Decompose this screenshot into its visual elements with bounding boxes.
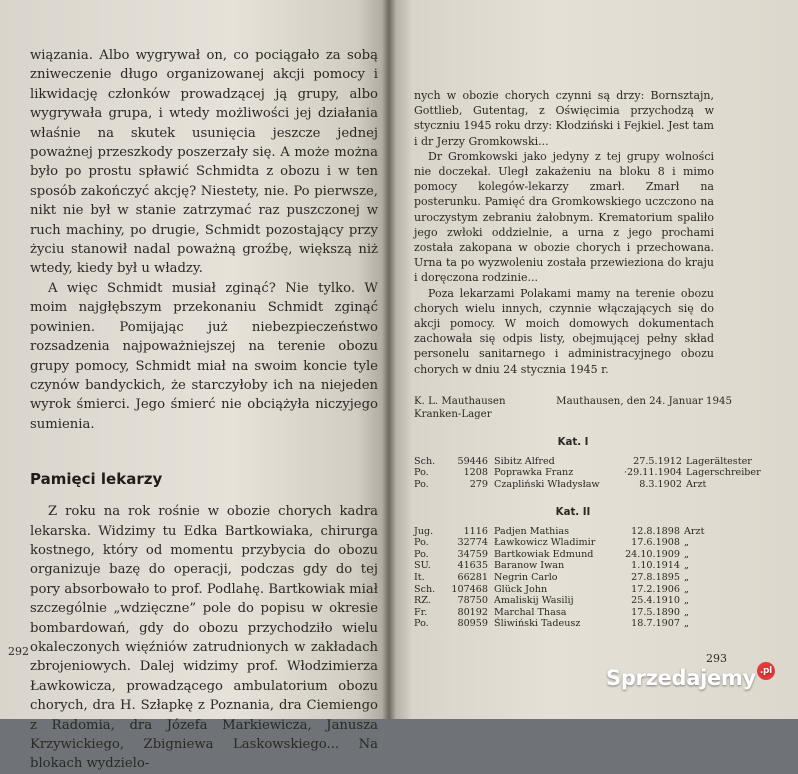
name-cell: Baranow Iwan	[494, 560, 565, 572]
number-cell: 41635	[457, 560, 488, 572]
nationality-cell: Po.	[414, 618, 429, 630]
left-paragraph-2: A więc Schmidt musiał zginąć? Nie tylko. W moim najgłębszym przekonaniu Schmidt zginąć powinien. Pomijając już niebezpieczeństwo rozsadzenia najpoważniejszej na terenie obozu grupy pomocy, Schmidt miał na swoim koncie tyle czynów bandyckich, że starczyłoby ich na niejeden wyrok śmierci. Jego śmierć nie obciążyła niczyjego sumienia.	[30, 280, 378, 432]
name-cell: Glück John	[494, 583, 548, 595]
nationality-cell: RZ.	[414, 595, 431, 607]
table-row	[414, 595, 758, 607]
number-cell: 80959	[457, 618, 488, 630]
left-paragraph-1: wiązania. Albo wygrywał on, co pociągało za sobą zniweczenie długo organizowanej akcji pomocy i likwidację członków prowadzącej ją grupy, albo wygrywała grupa, i wtedy możliwości jej działania właśnie na skutek usunięcia jeszcze jednej poważnej przeszkody poszerzały się. A może można było po prostu spławić Schmidta z obozu i w ten sposób zakończyć akcję? Niestety, nie. Po pierwsze, nikt nie był w stanie zatrzymać raz puszczonej w ruch machiny, po drugie, Schmidt pozostający przy życiu stanowił nadal poważną groźbę, większą niż wtedy, kiedy był u władzy.	[30, 48, 378, 277]
section-heading: Pamięci lekarzy	[30, 470, 163, 489]
nationality-cell: SU.	[414, 560, 431, 572]
left-page-body	[30, 46, 378, 774]
name-cell: Poprawka Franz	[494, 467, 574, 479]
left-paragraph-3: Z roku na rok rośnie w obozie chorych kadra lekarska. Widzimy tu Edka Bartkowiaka, chirurga kostnego, który od momentu przybycia do obozu organizuje bazę do operacji, podczas gdy do tej pory absorbowało to prof. Podlahę. Bartkowiak miał szczególnie „wdzięczne” pole do popisu w okresie bombardowań, gdy do obozu przychodziło wielu okaleczonych więźniów zatrudnionych w zakładach zbrojeniowych. Dalej widzimy prof. Włodzimierza Ławkowicza, prowadzącego ambulatorium obozu chorych, dra H. Szłapkę z Poznania, dra Ciemiengo z Radomia, dra Józefa Markiewicza, Janusza Krzywickiego, Zbigniewa Laskowskiego... Na blokach wydzielo-	[30, 504, 378, 772]
nationality-cell: Po.	[414, 537, 429, 549]
birthdate-cell: 18.7.1907	[631, 618, 680, 630]
nationality-cell: Po.	[414, 479, 429, 491]
number-cell: 32774	[457, 537, 488, 549]
right-paragraph-3: Poza lekarzami Polakami mamy na terenie obozu chorych wielu innych, czynnie włączających się do akcji pomocy. W moich domowych dokumentach zachowała się odpis listy, obejmującej pełny skład personelu sanitarnego i administracyjnego obozu chorych w dniu 24 stycznia 1945 r.	[414, 286, 714, 376]
number-cell: 1116	[463, 525, 488, 537]
role-cell: Lagerältester	[685, 455, 752, 467]
role-cell: „	[684, 595, 689, 607]
table-row	[414, 467, 765, 479]
name-cell: Marchal Thasa	[494, 606, 567, 618]
nationality-cell: Jug.	[414, 525, 434, 537]
table-row	[414, 618, 758, 630]
table-row	[414, 456, 765, 468]
nationality-cell: Sch.	[414, 455, 436, 467]
name-cell: Bartkowiak Edmund	[494, 548, 594, 560]
number-cell: 59446	[457, 455, 488, 467]
right-paragraph-2: Dr Gromkowski jako jedyny z tej grupy wolności nie doczekał. Uległ zakażeniu na bloku 8 i mimo pomocy kolegów-lekarzy zmarł. Zmarł na posterunku. Pamięć dra Gromkowskiego uczczono na uroczystym zebraniu żałobnym. Krematorium spaliło jego zwłoki oddzielnie, a urna z jego prochami została zakopana w obozie chorych i przechowana. Urna ta po wyzwoleniu została przewieziona do kraju i doręczona rodzinie...	[414, 149, 714, 285]
nationality-cell: Po.	[414, 548, 429, 560]
birthdate-cell: 12.8.1898	[631, 525, 680, 537]
number-cell: 80192	[457, 606, 488, 618]
document-header-left: K. L. Mauthausen	[414, 395, 506, 407]
table-row	[414, 479, 765, 491]
birthdate-cell: 27.8.1895	[631, 572, 680, 584]
role-cell: „	[684, 606, 689, 618]
table-row	[414, 584, 758, 596]
table-row	[414, 526, 758, 538]
number-cell: 78750	[457, 595, 488, 607]
watermark-logo	[606, 666, 775, 690]
birthdate-cell: 1.10.1914	[631, 560, 680, 572]
left-page	[0, 0, 388, 772]
role-cell: „	[684, 572, 689, 584]
nationality-cell: Sch.	[414, 583, 436, 595]
name-cell: Amaliskij Wasilij	[494, 595, 574, 607]
name-cell: Sibitz Alfred	[494, 455, 555, 467]
table-row	[414, 537, 758, 549]
table-row	[414, 549, 758, 561]
number-cell: 66281	[457, 572, 488, 584]
birthdate-cell: 25.4.1910	[631, 595, 680, 607]
birthdate-cell: 17.5.1890	[631, 606, 680, 618]
number-cell: 1208	[463, 467, 488, 479]
name-cell: Śliwiński Tadeusz	[494, 618, 581, 630]
birthdate-cell: 8.3.1902	[639, 479, 682, 491]
watermark-badge: .pl	[757, 662, 775, 680]
name-cell: Ławkowicz Wladimir	[494, 537, 596, 549]
birthdate-cell: 27.5.1912	[633, 455, 682, 467]
table-row	[414, 572, 758, 584]
name-cell: Padjen Mathias	[494, 525, 570, 537]
table-row	[414, 560, 758, 572]
watermark-text: Sprzedajemy	[606, 666, 756, 690]
category-1-table	[414, 456, 765, 491]
number-cell: 279	[469, 479, 488, 491]
role-cell: Lagerschreiber	[685, 467, 761, 479]
document-header-right: Mauthausen, den 24. Januar 1945	[556, 395, 732, 407]
nationality-cell: It.	[414, 572, 425, 584]
role-cell: Arzt	[685, 479, 707, 491]
book-gutter	[382, 0, 396, 719]
document-header	[414, 395, 732, 408]
page-number-right: 293	[706, 652, 727, 665]
right-page	[388, 0, 798, 719]
role-cell: „	[684, 618, 689, 630]
nationality-cell: Po.	[414, 467, 429, 479]
document-header-sub: Kranken-Lager	[414, 408, 492, 420]
birthdate-cell: 17.2.1906	[631, 583, 680, 595]
table-row	[414, 607, 758, 619]
name-cell: Negrin Carlo	[494, 572, 558, 584]
category-2-table	[414, 526, 758, 630]
number-cell: 107468	[451, 583, 488, 595]
role-cell: „	[684, 537, 689, 549]
role-cell: Arzt	[684, 525, 705, 537]
role-cell: „	[684, 583, 689, 595]
name-cell: Czapliński Władysław	[494, 479, 600, 491]
category-2-title: Kat. II	[555, 506, 591, 518]
category-1-title: Kat. I	[557, 436, 589, 448]
birthdate-cell: 24.10.1909	[625, 548, 680, 560]
birthdate-cell: 17.6.1908	[631, 537, 680, 549]
role-cell: „	[684, 548, 689, 560]
page-number-left: 292	[8, 645, 29, 658]
nationality-cell: Fr.	[414, 606, 428, 618]
right-paragraph-1: nych w obozie chorych czynni są drzy: Bornsztajn, Gottlieb, Gutentag, z Oświęcimia przychodzą w styczniu 1945 roku drzy: Kłodziński i Fejkiel. Jest tam i dr Jerzy Gromkowski...	[414, 89, 714, 148]
role-cell: „	[684, 560, 689, 572]
number-cell: 34759	[457, 548, 488, 560]
birthdate-cell: ·29.11.1904	[624, 467, 682, 479]
